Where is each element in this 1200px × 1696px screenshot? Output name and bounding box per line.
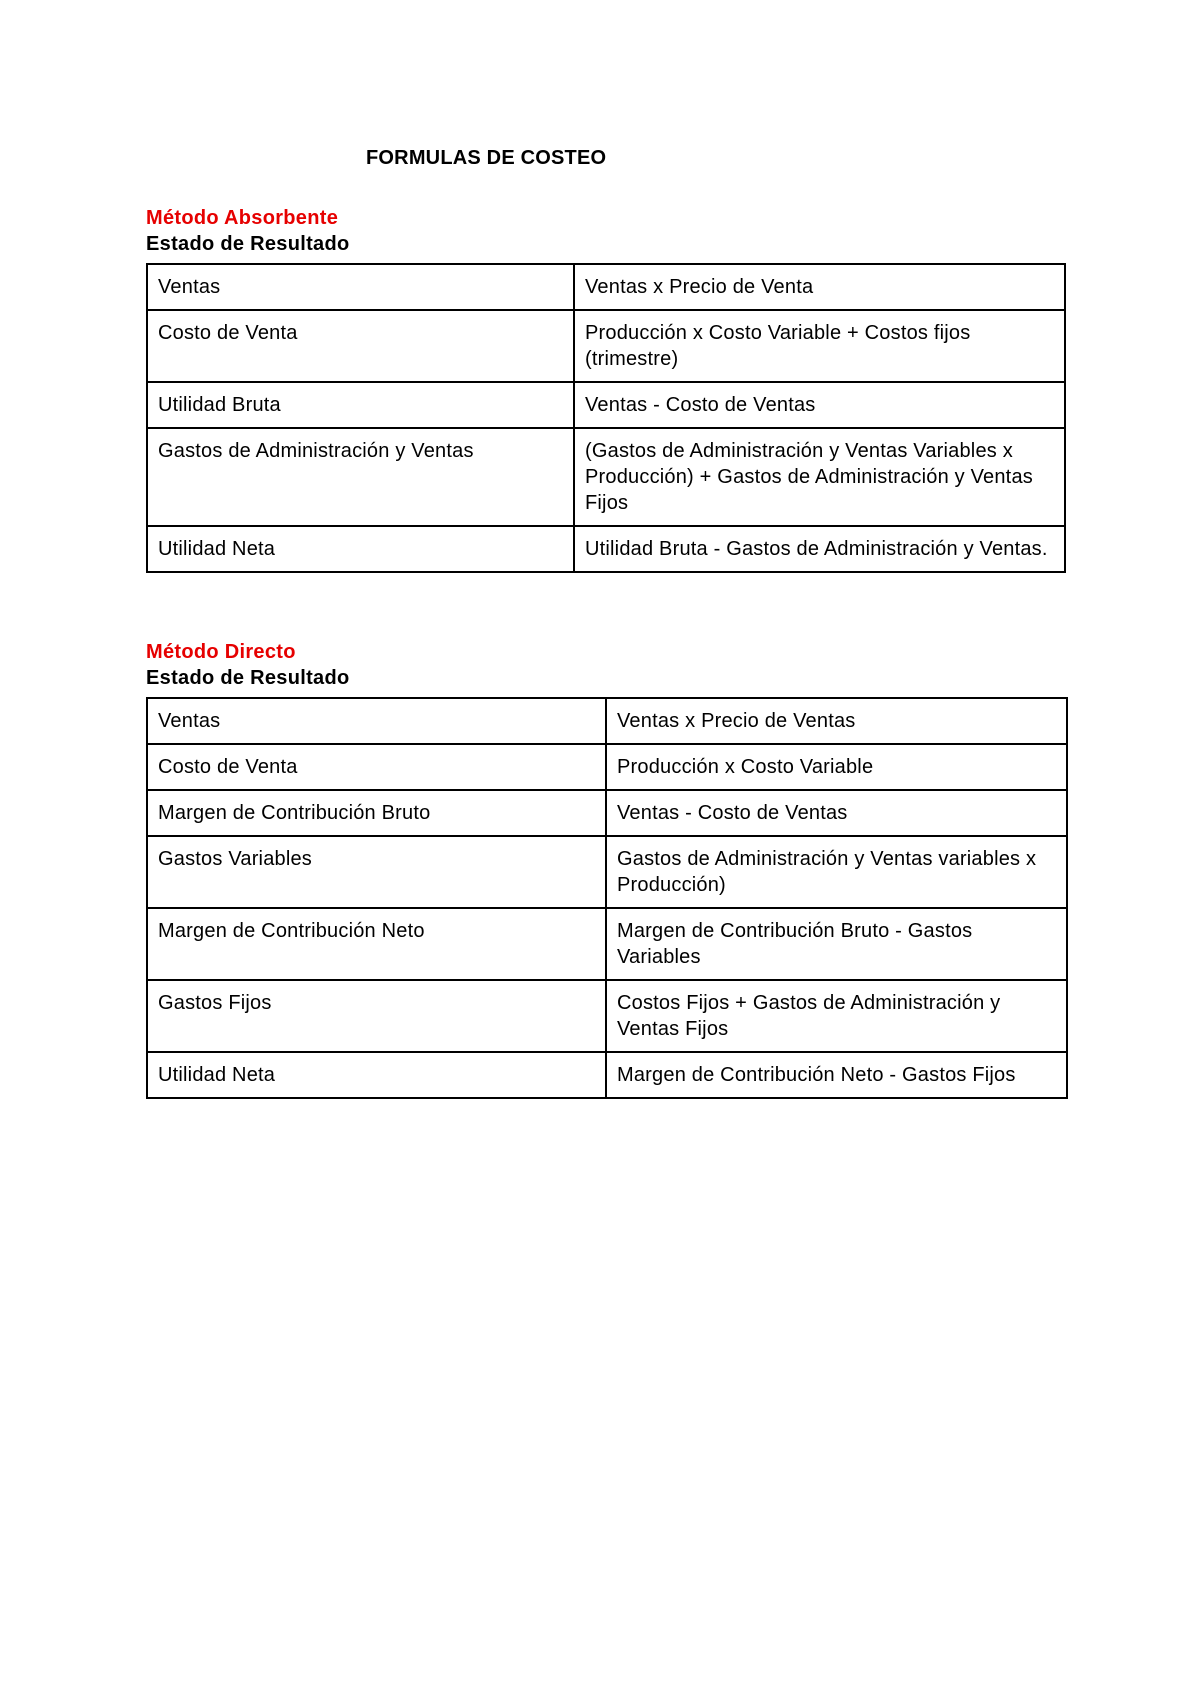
- formula-cell: Margen de Contribución Neto - Gastos Fijos: [606, 1052, 1067, 1098]
- formula-cell: Ventas x Precio de Venta: [574, 264, 1065, 310]
- concept-cell: Utilidad Neta: [147, 1052, 606, 1098]
- concept-cell: Margen de Contribución Bruto: [147, 790, 606, 836]
- method-heading-directo: Método Directo: [146, 641, 296, 663]
- table-row: [147, 744, 1067, 790]
- formula-cell: Ventas - Costo de Ventas: [606, 790, 1067, 836]
- table-row: [147, 428, 1065, 526]
- concept-cell: Costo de Venta: [147, 744, 606, 790]
- concept-cell: Ventas: [147, 264, 574, 310]
- table-row: [147, 1052, 1067, 1098]
- formula-cell: Ventas x Precio de Ventas: [606, 698, 1067, 744]
- table-row: [147, 698, 1067, 744]
- formula-cell: Producción x Costo Variable + Costos fijos (trimestre): [574, 310, 1065, 382]
- table-row: [147, 980, 1067, 1052]
- formula-cell: Gastos de Administración y Ventas variables x Producción): [606, 836, 1067, 908]
- table-row: [147, 790, 1067, 836]
- formula-cell: (Gastos de Administración y Ventas Variables x Producción) + Gastos de Administración y Ventas Fijos: [574, 428, 1065, 526]
- concept-cell: Margen de Contribución Neto: [147, 908, 606, 980]
- table-directo: [146, 697, 1068, 1099]
- formula-cell: Costos Fijos + Gastos de Administración y Ventas Fijos: [606, 980, 1067, 1052]
- section-metodo-directo: [146, 639, 1068, 1099]
- subheading-estado-resultado-directo: Estado de Resultado: [146, 667, 350, 689]
- formula-cell: Ventas - Costo de Ventas: [574, 382, 1065, 428]
- table-row: [147, 264, 1065, 310]
- formula-cell: Utilidad Bruta - Gastos de Administración y Ventas.: [574, 526, 1065, 572]
- concept-cell: Utilidad Neta: [147, 526, 574, 572]
- formula-cell: Margen de Contribución Bruto - Gastos Variables: [606, 908, 1067, 980]
- subheading-estado-resultado-absorbente: Estado de Resultado: [146, 233, 350, 255]
- concept-cell: Utilidad Bruta: [147, 382, 574, 428]
- table-row: [147, 836, 1067, 908]
- concept-cell: Costo de Venta: [147, 310, 574, 382]
- concept-cell: Gastos de Administración y Ventas: [147, 428, 574, 526]
- table-row: [147, 908, 1067, 980]
- table-row: [147, 382, 1065, 428]
- concept-cell: Ventas: [147, 698, 606, 744]
- table-absorbente: [146, 263, 1066, 573]
- method-heading-absorbente: Método Absorbente: [146, 207, 339, 229]
- table-row: [147, 310, 1065, 382]
- concept-cell: Gastos Variables: [147, 836, 606, 908]
- concept-cell: Gastos Fijos: [147, 980, 606, 1052]
- formula-cell: Producción x Costo Variable: [606, 744, 1067, 790]
- table-row: [147, 526, 1065, 572]
- document-title: FORMULAS DE COSTEO: [366, 147, 607, 169]
- section-metodo-absorbente: [146, 205, 1066, 573]
